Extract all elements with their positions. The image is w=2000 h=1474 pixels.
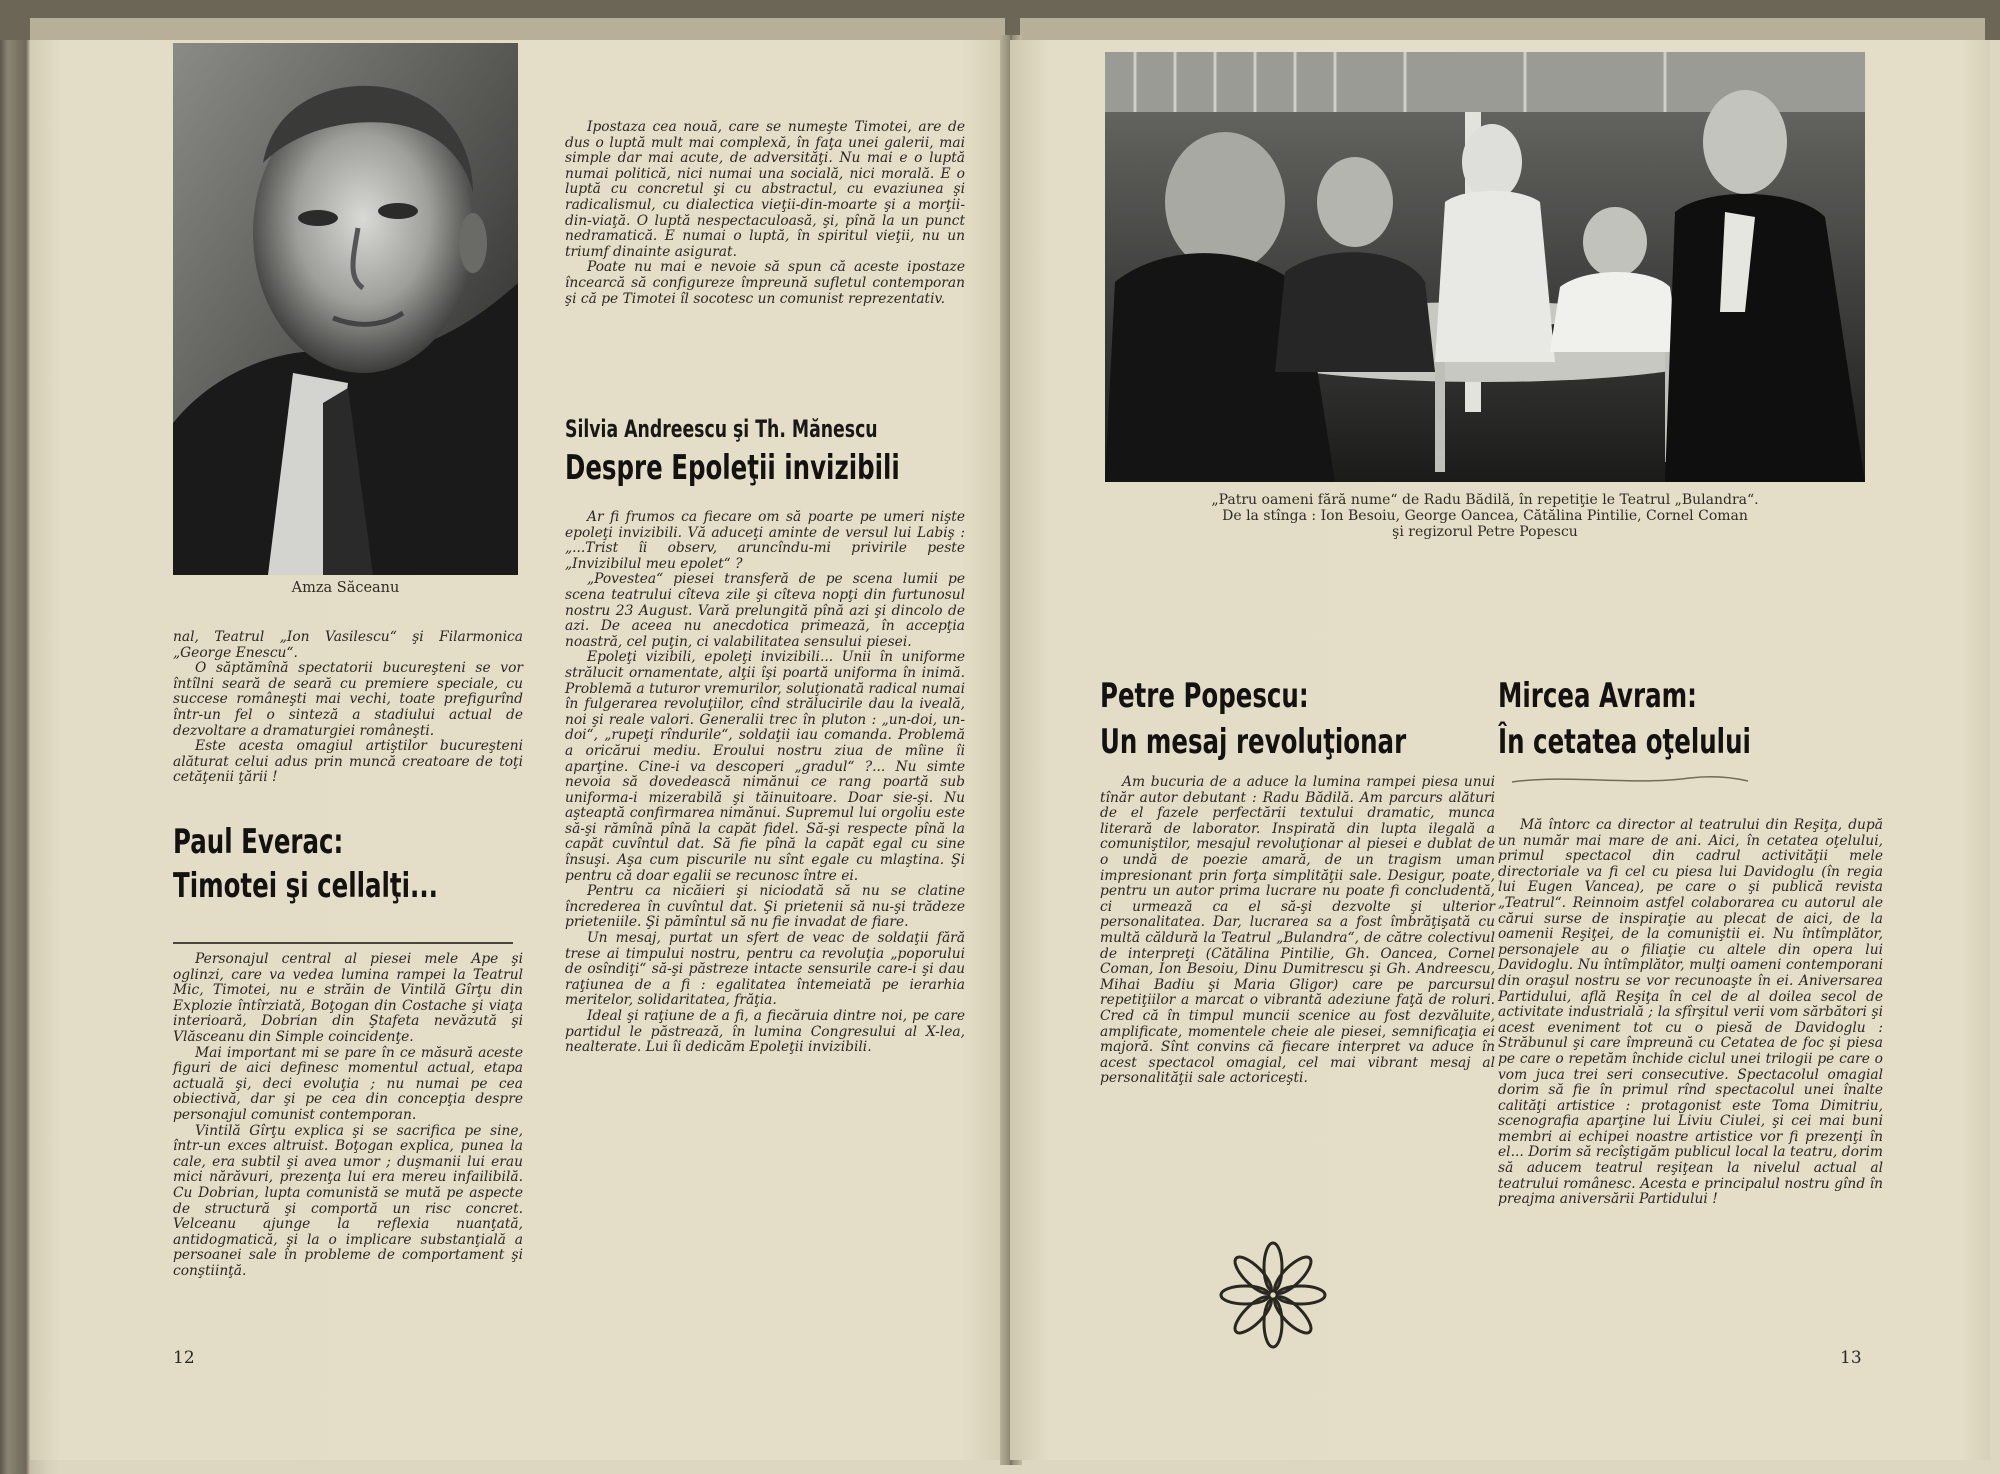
rehearsal-photo xyxy=(1105,52,1865,482)
paragraph: Poate nu mai e nevoie să spun că aceste ipostaze încearcă să configureze împreună sufletul contemporan şi că pe Timotei îl socotesc un comunist reprezentativ. xyxy=(565,259,965,307)
article3-title: Un mesaj revoluţionar xyxy=(1100,722,1407,762)
article2-body xyxy=(565,510,965,1056)
article1-body xyxy=(173,952,523,1279)
article4-author: Mircea Avram: xyxy=(1498,676,1697,716)
paragraph: Mă întorc ca director al teatrului din Reşiţa, după un număr mai mare de ani. Aici, în cetatea oţelului, primul spectacol din cadrul activităţii mele directoriale va fi cel cu piesa lui Davidoglu (în regia lui Eugen Vancea), pe care o şi publică revista „Teatrul“. Reinnoim astfel colaborarea cu autorul ale cărui surse de inspiraţie au plecat de aici, de la oamenii Reşiţei, de la comuniştii ei. Nu întîmplător, personajele au o filiaţie cu altele din opera lui Davidoglu. Nu întîmplător, mulţi oameni contemporani din oraşul nostru se vor recunoaşte în ei. Aniversarea Partidului, află Reşiţa în cel de al doilea secol de activitate industrială ; la sfîrşitul verii vom sărbători şi acest eveniment tot cu o piesă de Davidoglu : Străbunul şi care împreună cu Cetatea de foc şi piesa pe care o repetăm închide ciclul unei trilogii pe care o vom juca trei seri consecutive. Spectacolul omagial dorim să fie în primul rînd spectacolul unei înalte calităţi artistice : protagonist este Toma Dimitriu, scenografia aparţine lui Liviu Ciulei, şi cei mai buni membri ai echipei noastre artistice vor fi prezenţi în el... Dorim să recîştigăm publicul local la teatru, dorim să aducem teatrul reşiţean la nivelul actual al teatrului românesc. Acesta e principalul nostru gînd în preajma aniversării Partidului ! xyxy=(1498,817,1883,1208)
portrait-photo-image xyxy=(173,43,518,575)
article3-body xyxy=(1100,775,1495,1087)
page-number-left: 12 xyxy=(173,1348,195,1368)
caption-line: „Patru oameni fără nume“ de Radu Bădilă, în repetiţie le Teatrul „Bulandra“. xyxy=(1211,492,1759,508)
paragraph: O săptămînă spectatorii bucureşteni se vor întîlni seară de seară cu premiere speciale, cu succese româneşti mai vechi, toate prefigurînd într-un fel o sinteză a stadiului actual de dezvoltare a dramaturgiei româneşti. xyxy=(173,660,523,739)
paragraph: Mai important mi se pare în ce măsură aceste figuri de aici definesc momentul actual, etapa actuală şi, deci evoluţia ; nu numai pe cea obiectivă, dar şi pe cea din concepţia despre personajul comunist contemporan. xyxy=(173,1044,523,1123)
article2-title: Despre Epoleţii invizibili xyxy=(565,448,900,488)
rehearsal-caption xyxy=(1105,492,1865,540)
paragraph: Am bucuria de a aduce la lumina rampei piesa unui tînăr autor debutant : Radu Bădilă. Am parcurs alături de el fazele perfectării textului dramatic, munca literară de laborator. Inspirată din lupta ilegală a comuniştilor, mesajul revoluţionar al piesei e dublat de o undă de poezie amară, de un tragism uman impresionant prin forţa simplităţii sale. Desigur, poate, pentru un autor prima lucrare nu poate fi concludentă, ci urmează ca el să-şi dezvolte şi ulterior personalitatea. Dar, lucrarea sa a fost îmbrăţişată cu multă căldură la Teatrul „Bulandra“, de către colectivul de interpreţi (Cătălina Pintilie, Gh. Oancea, Cornel Coman, Ion Besoiu, Dinu Dumitrescu şi Gh. Andreescu, Mihai Badiu şi Maria Gligor) care pe parcursul repetiţiilor a marcat o vibrantă adeziune faţă de roluri. Cred că în timpul muncii scenice au fost dezvăluite, amplificate, momentele cheie ale piesei, semnificaţia ei majoră. Sînt convins că fiecare interpret va aduce în acest spectacol omagial, cel mai vibrant mesaj al personalităţii sale actoriceşti. xyxy=(1100,774,1495,1087)
article2-authors: Silvia Andreescu şi Th. Mănescu xyxy=(565,415,878,443)
article4-title: În cetatea oţelului xyxy=(1498,722,1751,762)
rehearsal-photo-image xyxy=(1105,52,1865,482)
left-page xyxy=(30,40,1010,1460)
article3-author: Petre Popescu: xyxy=(1100,676,1309,716)
decorative-flower-icon xyxy=(1218,1240,1328,1350)
paragraph: Personajul central al piesei mele Ape şi oglinzi, care va vedea lumina rampei la Teatrul Mic, Timotei, nu e străin de Vintilă Gîrţu din Explozie întîrziată, Boţogan din Costache şi viaţa interioară, Dobrian din Ştafeta nevăzută şi Vlăsceanu din Simple coincidenţe. xyxy=(173,951,523,1045)
column-b-top xyxy=(565,120,965,307)
right-page-top-edge xyxy=(1020,18,1985,40)
page-number-right: 13 xyxy=(1840,1348,1862,1368)
column-a-continuation xyxy=(173,630,523,786)
article1-author: Paul Everac: xyxy=(173,822,344,862)
right-page xyxy=(1010,40,1990,1460)
paragraph: Ar fi frumos ca fiecare om să poarte pe umeri nişte epoleţi invizibili. Vă aduceţi aminte de versul lui Labiş : „...Trist îi observ, aruncîndu-mi privirile peste „Invizibilul meu epolet“ ? xyxy=(565,509,965,572)
paragraph: „Povestea“ piesei transferă de pe scena lumii pe scena teatrului cîteva zile şi cîteva nopţi din furtunosul nostru 23 August. Vară prelungită pînă azi şi dincolo de azi. De aceea nu anecdotica primează, în accepţia noastră, cel puţin, ci valabilitatea sensului piesei. xyxy=(565,571,965,650)
paragraph: Pentru ca nicăieri şi niciodată să nu se clatine încrederea în cuvîntul dat. Şi prietenii să nu-şi trădeze prieteniile. Şi pămîntul să nu fie invadat de fiare. xyxy=(565,883,965,931)
portrait-photo xyxy=(173,43,518,575)
paragraph: Este acesta omagiul artiştilor bucureşteni alăturat celui adus prin muncă creatoare de toţi cetăţenii ţării ! xyxy=(173,738,523,786)
paragraph: Un mesaj, purtat un sfert de veac de soldaţii fără trese ai timpului nostru, pentru ca revoluţia „poporului de osîndiţi“ să-şi păstreze intacte sensurile care-i şi dau raţiunea de a fi : egalitatea întemeiată pe ierarhia meritelor, solidaritatea, frăţia. xyxy=(565,930,965,1009)
paragraph: Epoleţi vizibili, epoleţi invizibili... Unii în uniforme strălucit ornamentate, alţii îşi poartă uniforma în inimă. Problemă a tuturor vremurilor, soluţionată radical numai în fulgerarea revoluţiilor, cînd strălucirile dau la iveală, noi şi reale valori. Generalii trec în pluton : „un-doi, un-doi“, „rupeţi rîndurile“, soldaţii iau comanda. Problemă a oricărui mediu. Eroului nostru ziua de mîine îi aparţine. Cine-i va descoperi „gradul“ ?... Nu simte nevoia să dovedească nimănui ce rang poartă sub uniforma-i mizerabilă şi tăinuitoare. Doar sie-şi. Nu aşteaptă confirmarea nimănui. Supremul lui orgoliu este să-şi rămînă pînă la capăt fidel. Să-şi respecte pînă la capăt cuvîntul dat. Să fie pînă la capăt egal cu sine însuşi. Aşa cum piscurile nu sînt egale cu mlaştina. Şi pentru că doar egalii se recunosc între ei. xyxy=(565,649,965,884)
article4-body xyxy=(1498,818,1883,1208)
caption-line: De la stînga : Ion Besoiu, George Oancea, Cătălina Pintilie, Cornel Coman xyxy=(1222,508,1748,524)
title-underline-swash xyxy=(1510,772,1750,788)
caption-line: şi regizorul Petre Popescu xyxy=(1392,524,1578,540)
paragraph: Vintilă Gîrţu explica şi se sacrifica pe sine, într-un exces altruist. Boţogan explica, punea la cale, era subtil şi avea umor ; duşmanii lui erau mici nărăvuri, prezenţa lui era mereu infailibilă. Cu Dobrian, lupta comunistă se mută pe aspecte de structură şi comportă un risc concret. Velceanu ajunge la reflexia nuanţată, antidogmatică, şi la o implicare substanţială a persoanei sale în probleme de comportament şi conştiinţă. xyxy=(173,1122,523,1279)
paragraph: Ideal şi raţiune de a fi, a fiecăruia dintre noi, pe care partidul le păstrează, în lumina Congresului al X-lea, nealterate. Lui îi dedicăm Epoleţii invizibili. xyxy=(565,1008,965,1056)
portrait-caption: Amza Săceanu xyxy=(291,580,400,596)
paragraph: Ipostaza cea nouă, care se numeşte Timotei, are de dus o luptă mult mai complexă, în faţa unei galerii, mai simple dar mai acute, de adversităţi. Nu mai e o luptă numai politică, nici numai una socială, nici morală. E o luptă cu concretul şi cu abstractul, cu evaziunea şi radicalismul, cu dialectica vieţii-din-moarte şi a morţii-din-viaţă. O luptă nespectaculoasă, şi, pînă la un punct nedramatică. E numai o luptă, în spiritul vieţii, nu un triumf dinainte asigurat. xyxy=(565,119,965,260)
article1-title: Timotei şi cellalţi... xyxy=(173,866,438,906)
book-top-edge xyxy=(0,0,2000,40)
left-page-top-edge xyxy=(30,18,1005,40)
paragraph: nal, Teatrul „Ion Vasilescu“ şi Filarmonica „George Enescu“. xyxy=(173,629,523,661)
article1-divider xyxy=(173,942,513,944)
